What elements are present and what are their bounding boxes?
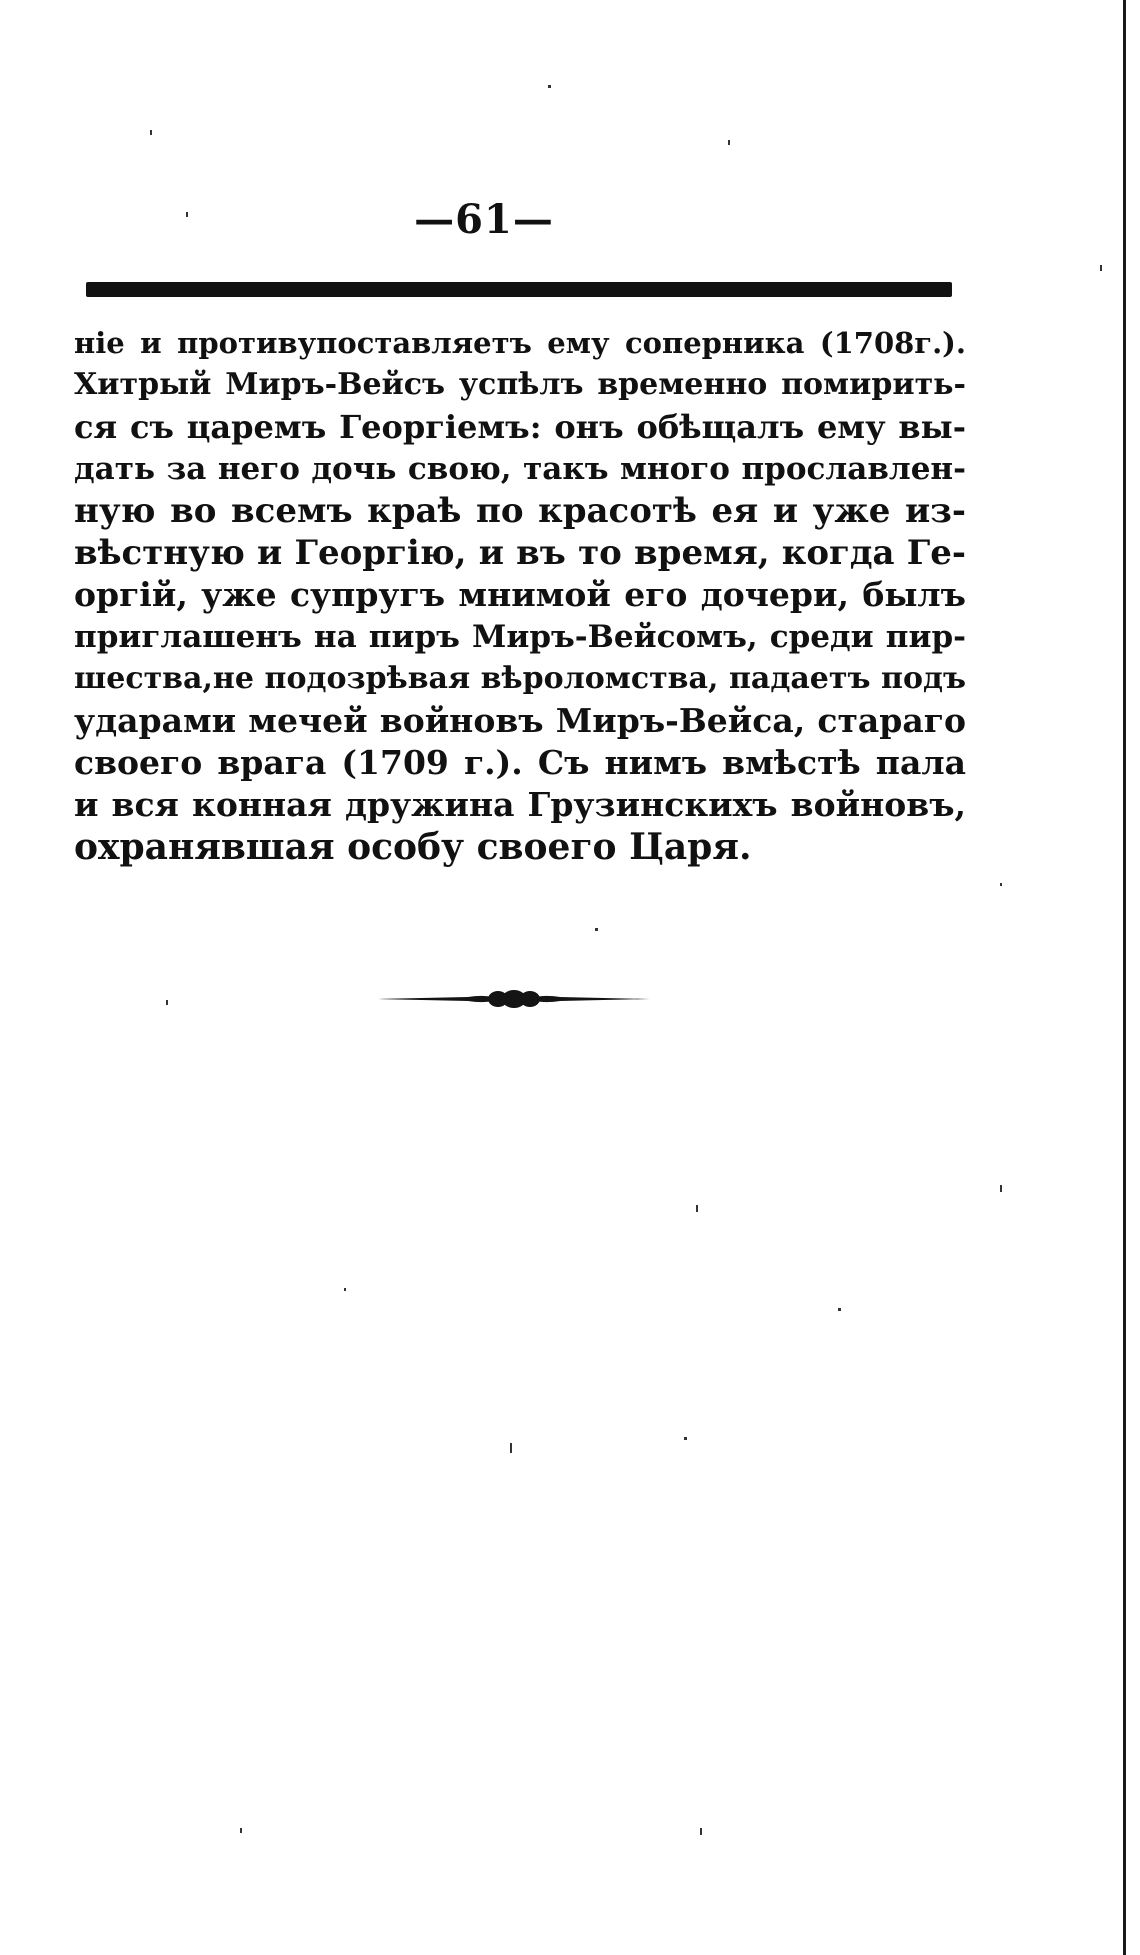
page-edge-border: [1123, 0, 1126, 1955]
scan-speck: [696, 1205, 698, 1212]
text-line: ся съ царемъ Георгіемъ: онъ обѣщалъ ему вы-: [74, 408, 966, 446]
text-line: шества,не подозрѣвая вѣроломства, падаетъ подъ: [74, 661, 966, 696]
text-line: Хитрый Миръ-Вейсъ успѣлъ временно помирить-: [74, 367, 966, 402]
end-ornament: [378, 988, 650, 1010]
text-line: ніе и противупоставляетъ ему соперника (1708г.).: [74, 326, 966, 360]
scan-speck: [728, 140, 730, 145]
text-line: дать за него дочь свою, такъ много прославлен-: [74, 451, 966, 487]
scan-speck: [510, 1443, 512, 1453]
page-number: —61—: [414, 196, 554, 243]
scan-speck: [548, 85, 551, 88]
text-line: оргій, уже супругъ мнимой его дочери, былъ: [74, 575, 966, 614]
text-line: охранявшая особу своего Царя.: [74, 826, 752, 868]
scan-speck: [684, 1437, 687, 1440]
scan-speck: [700, 1828, 702, 1835]
scan-speck: [240, 1828, 242, 1833]
scan-speck: [595, 928, 598, 931]
text-line: ударами мечей войновъ Миръ-Вейса, стараго: [74, 701, 966, 740]
text-line: ную во всемъ краѣ по красотѣ ея и уже из-: [74, 491, 966, 531]
text-line: приглашенъ на пиръ Миръ-Вейсомъ, среди пир-: [74, 619, 966, 655]
scan-speck: [1000, 1185, 1002, 1192]
scan-speck: [1000, 883, 1002, 886]
scan-speck: [150, 130, 152, 135]
text-line: своего врага (1709 г.). Съ нимъ вмѣстѣ пала: [74, 743, 966, 782]
body-paragraph: [74, 322, 966, 868]
header-rule: [86, 282, 952, 297]
text-line: и вся конная дружина Грузинскихъ войновъ,: [74, 785, 966, 824]
scan-speck: [838, 1308, 841, 1311]
text-line: вѣстную и Георгію, и въ то время, когда Ге-: [74, 533, 966, 573]
scan-speck: [344, 1288, 346, 1291]
scan-speck: [1100, 265, 1102, 271]
scan-speck: [166, 1000, 168, 1005]
scan-speck: [186, 212, 188, 217]
